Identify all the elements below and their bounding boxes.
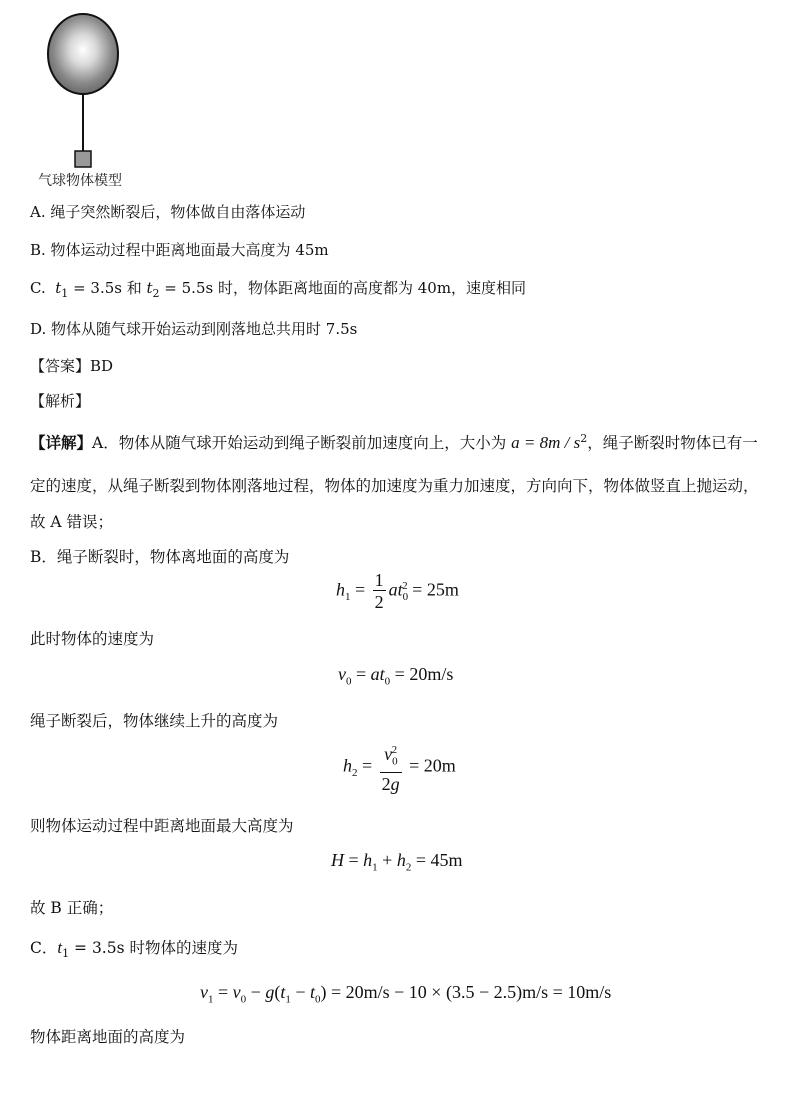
detail-a-line2: 定的速度，从绳子断裂到物体刚落地过程，物体的加速度为重力加速度，方向向下，物体做竖直上抛运动， (30, 477, 759, 495)
detail-c-line1: C．$t_1 = 3.5s$ 时物体的速度为 (30, 938, 238, 961)
equation-v0: $v_0 = at_0 = 20m/s$ (338, 664, 454, 688)
analysis-label: 【解析】 (30, 392, 91, 410)
detail-a-line1: 【详解】A．物体从随气球开始运动到绳子断裂前加速度向上，大小为 $a = 8m / s^2$，绳子断裂时物体已有一 (30, 431, 758, 452)
balloon-model-figure (40, 8, 150, 193)
detail-b-line3: 绳子断裂后，物体继续上升的高度为 (30, 712, 279, 730)
option-d: D. 物体从随气球开始运动到刚落地总共用时 7.5s (30, 320, 358, 338)
detail-b-line4: 则物体运动过程中距离地面最大高度为 (30, 817, 294, 835)
balloon-shape (48, 14, 118, 94)
detail-b-line5: 故 B 正确； (30, 899, 114, 917)
equation-h2: $h_2$ = $\frac{v_0^2}{2g}$ = 20m (343, 740, 456, 795)
answer: 【答案】BD (30, 357, 114, 375)
detail-b-line2: 此时物体的速度为 (30, 630, 155, 648)
equation-h1: $h_1$ = $\frac{1}{2}$ $at_0^2 = 25m$ (336, 570, 459, 612)
option-a: A. 绳子突然断裂后，物体做自由落体运动 (30, 203, 306, 221)
detail-b-line1: B．绳子断裂时，物体离地面的高度为 (30, 548, 290, 566)
figure-caption: 气球物体模型 (38, 173, 122, 189)
equation-H: $H = h_1 + h_2 = 45m$ (331, 850, 463, 874)
detail-a-line3: 故 A 错误； (30, 513, 114, 531)
option-c: C. $t_1 = 3.5s$ 和 $t_2 = 5.5s$ 时，物体距离地面的高度都为 40m，速度相同 (30, 279, 527, 300)
detail-c-line2: 物体距离地面的高度为 (30, 1028, 186, 1046)
equation-v1: $v_1 = v_0 - g(t_1 - t_0) = 20m/s - 10 \times (3.5 - 2.5)m/s = 10m/s$ (200, 982, 612, 1006)
option-b: B. 物体运动过程中距离地面最大高度为 45m (30, 241, 329, 259)
object-box (75, 151, 91, 167)
